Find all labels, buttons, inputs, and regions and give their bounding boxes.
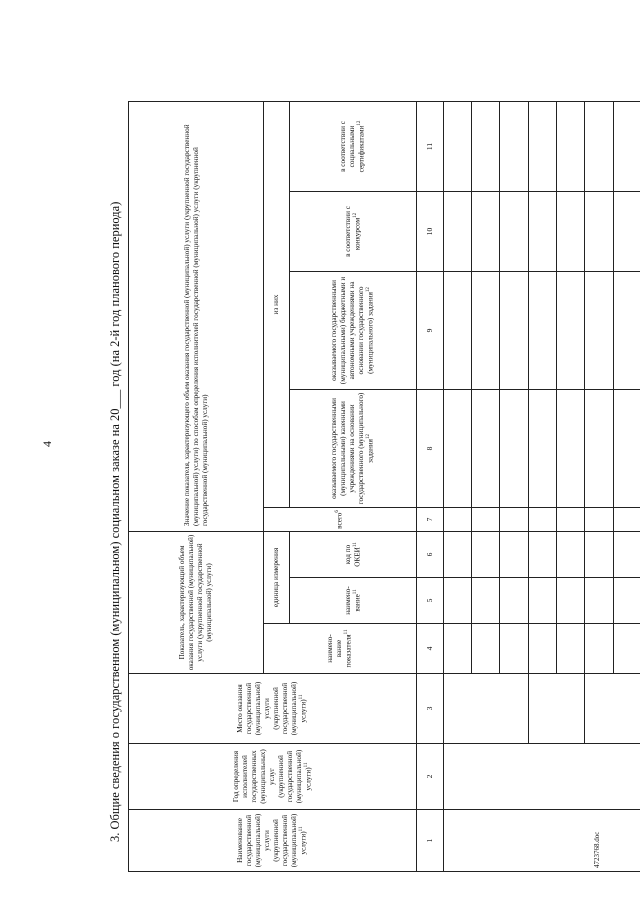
section-title: 3. Общие сведения о государственном (муниципальном) социальном заказе на 20___ год (на 2-й год планового периода) [108, 201, 122, 842]
table-cell [471, 578, 499, 624]
table-cell [443, 271, 471, 389]
table-cell [443, 389, 471, 507]
table-cell [443, 810, 640, 872]
table-cell [556, 531, 584, 577]
table-cell [443, 578, 471, 624]
table-cell [585, 531, 613, 577]
table-cell [443, 674, 528, 744]
column-number: 10 [416, 191, 443, 271]
header-year-determination: Год определения исполнителей государственных (муниципальных) услуг (укрупненной государственной (муниципальной) услуги)$^{11}$ [129, 744, 417, 810]
header-unit-name: наимено-вание$^{11}$ [290, 578, 416, 624]
document-id: 4723768.doc [593, 831, 601, 868]
column-number: 9 [416, 271, 443, 389]
column-number: 7 [416, 507, 443, 531]
table-cell [500, 531, 528, 577]
table-cell [471, 389, 499, 507]
table-cell [613, 507, 640, 531]
table-cell [613, 624, 640, 674]
table-cell [443, 624, 471, 674]
table-cell [585, 389, 613, 507]
table-cell [585, 271, 613, 389]
table-cell [585, 624, 613, 674]
table-cell [443, 507, 471, 531]
table-cell [500, 101, 528, 191]
header-indicator-group: Показатель, характеризующий объем оказания государственной (муниципальной) услуги (укрупненной государственной (муниципальной) услуги) [129, 531, 264, 673]
table-cell [613, 191, 640, 271]
table-cell [500, 389, 528, 507]
table-cell [500, 507, 528, 531]
table-cell [556, 271, 584, 389]
table-cell [500, 578, 528, 624]
column-number: 2 [416, 744, 443, 810]
table-cell [613, 389, 640, 507]
table-cell [471, 191, 499, 271]
table-cell [443, 531, 471, 577]
table-cell [585, 674, 640, 744]
header-value-group: Значение показателя, характеризующего объем оказания государственной (муниципальной) услуги (укрупненной государственной (муниципальной) услуги) по способам определения исполнителей государственной (муниципальной) услуги (укрупненной государственной (муниципальной) услуги) [129, 101, 264, 531]
column-number: 8 [416, 389, 443, 507]
table-cell [528, 507, 556, 531]
page-number: 4 [40, 441, 54, 447]
column-number: 5 [416, 578, 443, 624]
table-cell [613, 271, 640, 389]
table-cell [528, 624, 556, 674]
header-total: всего$^6$ [264, 507, 417, 531]
table-cell [500, 191, 528, 271]
column-number: 4 [416, 624, 443, 674]
table-cell [471, 624, 499, 674]
table-cell [613, 101, 640, 191]
table-cell [585, 101, 613, 191]
header-unit-group: единица измерения [264, 531, 290, 623]
table-cell [528, 531, 556, 577]
table-cell [528, 389, 556, 507]
table-cell [585, 191, 613, 271]
column-number: 6 [416, 531, 443, 577]
table-cell [528, 578, 556, 624]
table-cell [528, 191, 556, 271]
header-col11: в соответствии с социальными сертификатами$^{12}$ [290, 101, 416, 191]
header-place: Место оказания государственной (муниципальной) услуги (укрупненной государственной (муниципальной) услуги)$^{11}$ [129, 674, 417, 744]
table-cell [443, 101, 471, 191]
table-cell [585, 507, 613, 531]
column-number: 1 [416, 810, 443, 872]
table-cell [528, 674, 585, 744]
table-cell [471, 271, 499, 389]
table-cell [500, 271, 528, 389]
table-cell [471, 507, 499, 531]
header-col9: оказываемого государственными (муниципальными) бюджетными и автономными учреждениями на основании государственного (муниципального) задания$^{12}$ [290, 271, 416, 389]
table-cell [613, 578, 640, 624]
table-cell [471, 101, 499, 191]
table-cell [556, 191, 584, 271]
table-cell [585, 578, 613, 624]
social-order-table [128, 102, 640, 872]
table-cell [613, 531, 640, 577]
table-cell [556, 507, 584, 531]
table-cell [443, 191, 471, 271]
table-cell [528, 271, 556, 389]
table-cell [556, 624, 584, 674]
header-okei-code: код по ОКЕИ$^{11}$ [290, 531, 416, 577]
table-cell [528, 101, 556, 191]
header-col10: в соответствии с конкурсом$^{12}$ [290, 191, 416, 271]
column-number: 11 [416, 101, 443, 191]
table-row [443, 101, 471, 871]
header-col8: оказываемого государственными (муниципальными) казенными учреждениями на основании государственного (муниципального) задания$^{12}$ [290, 389, 416, 507]
header-of-which: из них [264, 101, 290, 507]
header-indicator-name: наимено-вание показателя$^{11}$ [264, 624, 417, 674]
header-service-name: Наименование государственной (муниципальной) услуги (укрупненной государственной (муниципальной) услуги)$^{11}$ [129, 810, 417, 872]
table-cell [556, 578, 584, 624]
column-number: 3 [416, 674, 443, 744]
table-cell [500, 624, 528, 674]
table-cell [556, 389, 584, 507]
table-cell [443, 744, 640, 810]
table-cell [556, 101, 584, 191]
table-cell [471, 531, 499, 577]
